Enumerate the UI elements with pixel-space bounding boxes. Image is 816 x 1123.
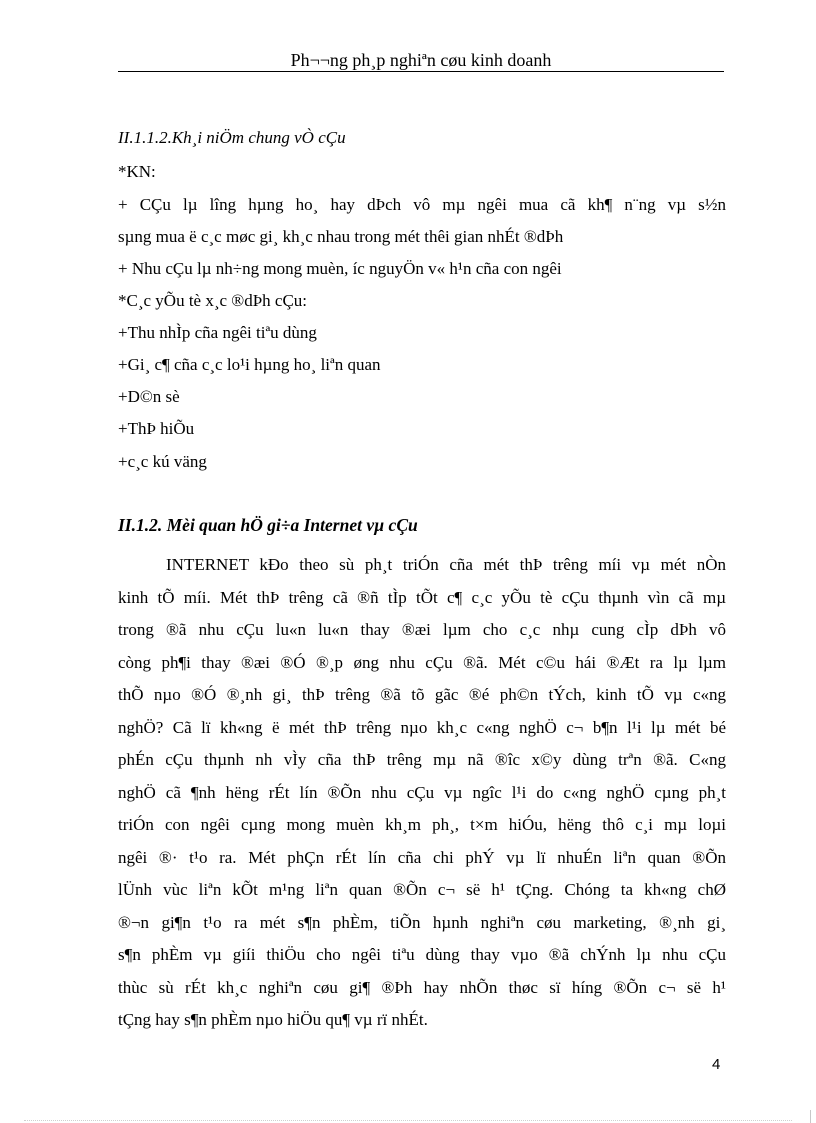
- paragraph-line: ®¬n gi¶n t¹o ra mét s¶n phÈm, tiÕn hµnh nghiªn cøu marketing, ®¸nh gi¸: [118, 913, 726, 932]
- text-line: +c¸c kú väng: [118, 452, 207, 471]
- subsection-heading: II.1.1.2.Kh¸i niÖm chung vÒ cÇu: [118, 128, 346, 147]
- paragraph-line: nghÖ? Cã lï kh«ng ë mét thÞ trêng nµo kh¸c c«ng nghÖ c¬ b¶n l¹i lµ mét bé: [118, 718, 726, 737]
- paragraph-line: kinh tÕ míi. Mét thÞ trêng cã ®ñ tÌp tÕt c¶ c¸c yÕu tè cÇu thµnh vìn cã mµ: [118, 588, 726, 607]
- page-header-title: Ph¬¬ng ph¸p nghiªn cøu kinh doanh: [290, 50, 552, 70]
- page-bottom-border: [24, 1120, 792, 1121]
- paragraph-line: phÉn cÇu thµnh nh vÌy cña thÞ trêng mµ nã ®îc x©y dùng trªn ®ã. C«ng: [118, 750, 726, 769]
- paragraph-line: còng ph¶i thay ®æi ®Ó ®¸p øng nhu cÇu ®ã. Mét c©u hái ®Æt ra lµ lµm: [118, 653, 726, 672]
- section-heading: II.1.2. Mèi quan hÖ gi÷a Internet vµ cÇu: [118, 515, 418, 535]
- text-line: *KN:: [118, 162, 156, 181]
- paragraph-line: ngêi ®· t¹o ra. Mét phÇn rÉt lín cña chi phÝ vµ lï nhuÉn liªn quan ®Õn: [118, 848, 726, 867]
- paragraph-line: tÇng hay s¶n phÈm nµo hiÖu qu¶ vµ rï nhÉt.: [118, 1010, 428, 1029]
- text-line: sµng mua ë c¸c møc gi¸ kh¸c nhau trong mét thêi gian nhÉt ®dÞh: [118, 227, 564, 246]
- page-number: 4: [712, 1056, 721, 1073]
- text-line: +D©n sè: [118, 387, 180, 406]
- header-divider: [118, 71, 724, 72]
- text-line: *C¸c yÕu tè x¸c ®dÞh cÇu:: [118, 291, 308, 310]
- paragraph-line: INTERNET kÐo theo sù ph¸t triÓn cña mét thÞ trêng míi vµ mét nÒn: [166, 555, 726, 574]
- paragraph-line: s¶n phÈm vµ giíi thiÖu cho ngêi tiªu dùng thay vµo ®ã chÝnh lµ nhu cÇu: [118, 945, 726, 964]
- paragraph-line: triÓn con ngêi cµng mong muèn kh¸m ph¸, t×m hiÓu, hëng thô c¸i mµ loµi: [118, 815, 726, 834]
- text-line: +Thu nhÌp cña ngêi tiªu dùng: [118, 323, 317, 342]
- text-line: +ThÞ hiÕu: [118, 419, 195, 438]
- paragraph-line: lÜnh vùc liªn kÕt m¹ng liªn quan ®Õn c¬ së h¹ tÇng. Chóng ta kh«ng chØ: [118, 880, 726, 899]
- text-line: + CÇu lµ lîng hµng ho¸ hay dÞch vô mµ ngêi mua cã kh¶ n¨ng vµ s½n: [118, 195, 726, 214]
- paragraph-line: thùc sù rÉt kh¸c nghiªn cøu gi¶ ®Þh hay nhÕn thøc sï híng ®Õn c¬ së h¹: [118, 978, 726, 997]
- paragraph-line: trong ®ã nhu cÇu lu«n lu«n thay ®æi lµm cho c¸c nhµ cung cÌp dÞh vô: [118, 620, 726, 639]
- text-line: +Gi¸ c¶ cña c¸c lo¹i hµng ho¸ liªn quan: [118, 355, 381, 374]
- page-edge-marker: [810, 1110, 811, 1123]
- paragraph-line: thÕ nµo ®Ó ®¸nh gi¸ thÞ trêng ®ã tõ gãc ®é ph©n tÝch, kinh tÕ vµ c«ng: [118, 685, 726, 704]
- paragraph-line: nghÖ cã ¶nh hëng rÉt lín ®Õn nhu cÇu vµ ngîc l¹i do c«ng nghÖ cµng ph¸t: [118, 783, 726, 802]
- text-line: + Nhu cÇu lµ nh÷ng mong muèn, íc nguyÖn v« h¹n cña con ngêi: [118, 259, 562, 278]
